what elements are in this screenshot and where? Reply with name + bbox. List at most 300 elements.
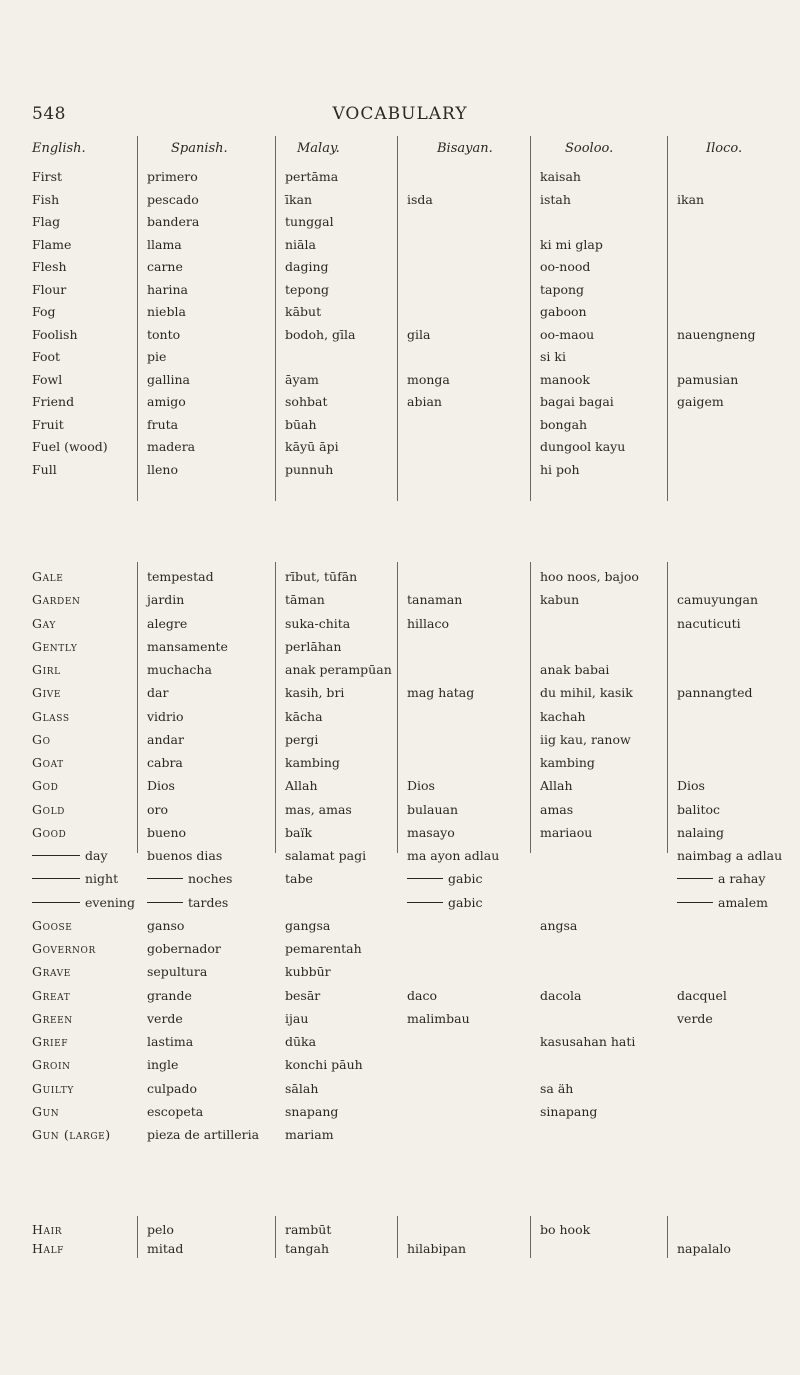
cell-iloco [677, 845, 782, 867]
cell-malay [285, 369, 319, 391]
cell-sooloo [540, 659, 609, 681]
cell-malay [285, 436, 339, 458]
cell-spanish [147, 775, 175, 797]
malay-text: pergi [285, 731, 319, 747]
cell-english [32, 414, 64, 436]
malay-text: rībut, tūfān [285, 569, 358, 584]
cell-spanish [147, 868, 232, 890]
english-text: Groin [32, 1057, 71, 1073]
vocab-row [0, 211, 800, 233]
english-text: night [85, 871, 119, 887]
cell-malay [285, 589, 325, 611]
bisayan-text: mag hatag [407, 685, 475, 701]
spanish-text: pieza de artilleria [147, 1127, 260, 1142]
spanish-text: ganso [147, 917, 185, 933]
cell-english [32, 1008, 73, 1030]
cell-spanish [147, 391, 186, 413]
malay-text: pertāma [285, 169, 339, 184]
cell-malay [285, 234, 316, 256]
vocab-row [0, 799, 800, 821]
cell-spanish [147, 706, 184, 728]
iloco-text: a rahay [718, 871, 766, 887]
cell-english [32, 189, 59, 211]
cell-spanish [147, 985, 192, 1007]
cell-sooloo [540, 346, 566, 368]
cell-english [32, 324, 78, 346]
cell-english [32, 706, 70, 728]
cell-malay [285, 985, 320, 1007]
cell-english [32, 613, 56, 635]
spanish-text: tempestad [147, 569, 214, 584]
vocab-row [0, 566, 800, 588]
malay-text: tunggal [285, 214, 334, 229]
bisayan-text: masayo [407, 824, 455, 840]
malay-text: salamat pagi [285, 848, 367, 863]
spanish-text: lastima [147, 1034, 194, 1049]
cell-english [32, 845, 108, 867]
cell-iloco [677, 892, 768, 914]
cell-sooloo [540, 566, 639, 588]
english-text: Fog [32, 304, 56, 319]
spanish-text: gallina [147, 371, 190, 387]
english-text: God [32, 778, 59, 794]
cell-spanish [147, 1031, 193, 1053]
english-text: Flame [32, 236, 72, 252]
cell-english [32, 775, 58, 797]
sooloo-text: kachah [540, 708, 586, 724]
cell-spanish [147, 822, 186, 844]
cell-spanish [147, 1101, 203, 1123]
english-text: Foolish [32, 326, 78, 342]
vocab-row [0, 1238, 800, 1260]
cell-english [32, 436, 108, 458]
iloco-text: Dios [677, 778, 705, 794]
cell-sooloo [540, 799, 573, 821]
cell-malay [285, 915, 330, 937]
sooloo-text: manook [540, 371, 590, 387]
vocab-row [0, 938, 800, 960]
vocab-row [0, 961, 800, 983]
cell-spanish [147, 234, 182, 256]
cell-sooloo [540, 706, 586, 728]
sooloo-text: mariaou [540, 824, 593, 840]
column-header-malay: Malay. [297, 141, 340, 156]
ditto-dash [407, 878, 443, 879]
spanish-text: sepultura [147, 964, 208, 980]
vocab-row [0, 301, 800, 323]
vocab-row [0, 1008, 800, 1030]
cell-malay [285, 1124, 334, 1146]
page-title: VOCABULARY [332, 104, 468, 124]
iloco-text: balitoc [677, 801, 720, 817]
spanish-text: tardes [188, 894, 229, 910]
cell-english [32, 1078, 74, 1100]
cell-english [32, 915, 72, 937]
vocab-row [0, 279, 800, 301]
vocab-row [0, 845, 800, 867]
sooloo-text: oo-nood [540, 259, 591, 274]
vocab-row [0, 775, 800, 797]
english-text: Fruit [32, 416, 64, 432]
iloco-text: nauengneng [677, 326, 756, 342]
cell-spanish [147, 301, 186, 323]
cell-malay [285, 301, 321, 323]
spanish-text: pie [147, 349, 167, 364]
sooloo-text: kasusahan hati [540, 1034, 636, 1049]
sooloo-text: dacola [540, 987, 582, 1003]
cell-sooloo [540, 1031, 635, 1053]
malay-text: mariam [285, 1127, 334, 1142]
malay-text: kasih, bri [285, 685, 345, 701]
cell-sooloo [540, 301, 587, 323]
cell-english [32, 985, 70, 1007]
english-text: Half [32, 1241, 65, 1256]
sooloo-text: istah [540, 191, 571, 207]
iloco-text: verde [677, 1010, 713, 1026]
page-number: 548 [32, 104, 66, 124]
cell-sooloo [540, 775, 573, 797]
spanish-text: amigo [147, 394, 186, 409]
english-text: Grave [32, 964, 71, 980]
cell-iloco [677, 985, 727, 1007]
cell-sooloo [540, 729, 631, 751]
sooloo-text: bo hook [540, 1222, 591, 1237]
cell-english [32, 256, 67, 278]
malay-text: Allah [285, 778, 318, 794]
cell-bisayan [407, 391, 442, 413]
bisayan-text: malimbau [407, 1010, 470, 1026]
iloco-text: napalalo [677, 1241, 731, 1256]
malay-text: kābut [285, 304, 322, 319]
english-text: Gay [32, 615, 56, 631]
cell-iloco [677, 1008, 713, 1030]
cell-spanish [147, 938, 221, 960]
sooloo-text: Allah [540, 778, 573, 794]
cell-bisayan [407, 324, 430, 346]
cell-spanish [147, 566, 214, 588]
vocab-row [0, 1078, 800, 1100]
english-text: Great [32, 987, 71, 1003]
spanish-text: Dios [147, 778, 175, 794]
sooloo-text: angsa [540, 917, 578, 933]
vocab-row [0, 1101, 800, 1123]
malay-text: anak perampūan [285, 662, 392, 677]
vocab-row [0, 985, 800, 1007]
cell-bisayan [407, 799, 458, 821]
bisayan-text: gila [407, 326, 431, 342]
column-header-iloco: Iloco. [706, 141, 743, 156]
spanish-text: cabra [147, 755, 183, 770]
cell-malay [285, 706, 323, 728]
english-text: Gun [32, 1103, 60, 1119]
sooloo-text: hoo noos, bajoo [540, 569, 639, 584]
cell-spanish [147, 636, 228, 658]
spanish-text: vidrio [147, 708, 184, 724]
cell-malay [285, 822, 312, 844]
bisayan-text: gabic [448, 894, 483, 910]
cell-malay [285, 459, 333, 481]
cell-spanish [147, 613, 187, 635]
bisayan-text: Dios [407, 778, 435, 794]
cell-spanish [147, 324, 180, 346]
cell-bisayan [407, 1008, 470, 1030]
malay-text: tangah [285, 1241, 330, 1256]
cell-sooloo [540, 682, 633, 704]
cell-sooloo [540, 459, 580, 481]
cell-spanish [147, 682, 168, 704]
vocab-row [0, 436, 800, 458]
vocab-row [0, 1031, 800, 1053]
sooloo-text: si ki [540, 349, 566, 364]
cell-malay [285, 1054, 363, 1076]
spanish-text: grande [147, 987, 192, 1003]
cell-iloco [677, 868, 765, 890]
vocab-row [0, 459, 800, 481]
vocab-row [0, 706, 800, 728]
cell-iloco [677, 369, 738, 391]
malay-text: kāyū āpi [285, 439, 339, 454]
cell-english [32, 868, 118, 890]
bisayan-text: isda [407, 191, 433, 207]
spanish-text: gobernador [147, 941, 221, 956]
cell-bisayan [407, 682, 474, 704]
cell-iloco [677, 589, 758, 611]
iloco-text: camuyungan [677, 592, 759, 608]
column-header-spanish: Spanish. [171, 141, 228, 156]
malay-text: tepong [285, 281, 330, 297]
cell-english [32, 1054, 71, 1076]
malay-text: kambing [285, 755, 340, 770]
spanish-text: andar [147, 731, 184, 747]
cell-english [32, 166, 62, 188]
cell-sooloo [540, 324, 594, 346]
english-text: Fowl [32, 371, 63, 387]
malay-text: būah [285, 416, 317, 432]
english-text: day [85, 848, 108, 863]
spanish-text: culpado [147, 1080, 198, 1096]
malay-text: kācha [285, 708, 323, 724]
english-text: Goose [32, 917, 73, 933]
vocab-row [0, 189, 800, 211]
vocab-row [0, 752, 800, 774]
english-text: Gently [32, 638, 78, 654]
sooloo-text: tapong [540, 281, 585, 297]
english-text: Go [32, 731, 51, 747]
spanish-text: pelo [147, 1222, 174, 1237]
spanish-text: noches [188, 871, 233, 887]
cell-iloco [677, 324, 756, 346]
sooloo-text: bongah [540, 416, 588, 432]
cell-sooloo [540, 752, 595, 774]
spanish-text: llama [147, 236, 182, 252]
iloco-text: amalem [718, 894, 769, 910]
iloco-text: pannangted [677, 685, 753, 701]
bisayan-text: ma ayon adlau [407, 848, 500, 863]
malay-text: snapang [285, 1103, 339, 1119]
cell-bisayan [407, 189, 433, 211]
cell-malay [285, 961, 331, 983]
cell-english [32, 682, 61, 704]
vocab-row [0, 589, 800, 611]
spanish-text: mitad [147, 1241, 184, 1256]
cell-spanish [147, 589, 184, 611]
cell-iloco [677, 822, 724, 844]
english-text: Gold [32, 801, 65, 817]
english-text: Good [32, 824, 67, 840]
cell-english [32, 961, 71, 983]
cell-english [32, 752, 64, 774]
sooloo-text: bagai bagai [540, 394, 614, 409]
english-text: Foot [32, 349, 61, 364]
cell-malay [285, 1078, 318, 1100]
english-text: Gale [32, 569, 64, 584]
english-text: evening [85, 894, 135, 910]
malay-text: dūka [285, 1034, 317, 1049]
sooloo-text: kabun [540, 592, 580, 608]
spanish-text: fruta [147, 416, 179, 432]
sooloo-text: kaisah [540, 169, 581, 184]
cell-bisayan [407, 1238, 466, 1260]
cell-bisayan [407, 369, 450, 391]
ditto-dash [147, 902, 183, 903]
bisayan-text: tanaman [407, 592, 463, 608]
english-text: Goat [32, 755, 64, 770]
cell-sooloo [540, 589, 579, 611]
vocab-row [0, 729, 800, 751]
cell-malay [285, 279, 329, 301]
cell-sooloo [540, 985, 581, 1007]
vocab-row [0, 1054, 800, 1076]
cell-spanish [147, 1238, 183, 1260]
english-text: Friend [32, 394, 75, 409]
malay-text: kubbūr [285, 964, 331, 980]
cell-iloco [677, 682, 752, 704]
column-header-bisayan: Bisayan. [437, 141, 493, 156]
cell-iloco [677, 1238, 731, 1260]
cell-spanish [147, 892, 228, 914]
sooloo-text: dungool kayu [540, 439, 626, 454]
vocab-row [0, 369, 800, 391]
spanish-text: jardin [147, 592, 185, 608]
english-text: Give [32, 685, 62, 701]
cell-sooloo [540, 391, 614, 413]
malay-text: sohbat [285, 394, 328, 409]
cell-malay [285, 566, 357, 588]
cell-english [32, 279, 66, 301]
cell-sooloo [540, 234, 603, 256]
vocab-row [0, 256, 800, 278]
iloco-text: nalaing [677, 824, 725, 840]
cell-bisayan [407, 775, 435, 797]
vocab-row [0, 234, 800, 256]
vocab-row [0, 659, 800, 681]
ditto-dash [677, 902, 713, 903]
sooloo-text: kambing [540, 755, 595, 770]
spanish-text: bueno [147, 824, 187, 840]
spanish-text: harina [147, 281, 188, 297]
cell-spanish [147, 845, 222, 867]
cell-iloco [677, 799, 720, 821]
cell-malay [285, 636, 341, 658]
cell-english [32, 301, 56, 323]
cell-sooloo [540, 436, 625, 458]
cell-iloco [677, 189, 704, 211]
iloco-text: nacuticuti [677, 615, 741, 631]
cell-malay [285, 211, 334, 233]
cell-spanish [147, 414, 178, 436]
cell-sooloo [540, 1101, 597, 1123]
cell-spanish [147, 1008, 183, 1030]
vocab-row [0, 613, 800, 635]
english-text: Hair [32, 1222, 63, 1237]
cell-spanish [147, 752, 183, 774]
english-text: First [32, 169, 63, 184]
sooloo-text: du mihil, kasik [540, 685, 633, 701]
ditto-dash [32, 902, 80, 903]
malay-text: suka-chita [285, 615, 351, 631]
english-text: Gun (large) [32, 1127, 111, 1142]
cell-spanish [147, 369, 190, 391]
cell-sooloo [540, 1078, 573, 1100]
cell-malay [285, 845, 366, 867]
cell-spanish [147, 659, 212, 681]
cell-sooloo [540, 189, 571, 211]
column-header-sooloo: Sooloo. [565, 141, 614, 156]
english-text: Fish [32, 191, 60, 207]
cell-malay [285, 938, 362, 960]
english-text: Flour [32, 281, 67, 297]
malay-text: konchi pāuh [285, 1057, 363, 1073]
cell-malay [285, 414, 317, 436]
cell-spanish [147, 256, 183, 278]
bisayan-text: hilabipan [407, 1241, 467, 1256]
cell-malay [285, 752, 340, 774]
cell-malay [285, 1008, 308, 1030]
cell-malay [285, 659, 392, 681]
cell-english [32, 459, 57, 481]
vocab-row [0, 682, 800, 704]
bisayan-text: gabic [448, 871, 483, 887]
sooloo-text: amas [540, 801, 574, 817]
cell-malay [285, 799, 352, 821]
spanish-text: carne [147, 259, 183, 274]
spanish-text: bandera [147, 214, 200, 229]
vocab-row [0, 892, 800, 914]
sooloo-text: oo-maou [540, 326, 595, 342]
vocab-row [0, 822, 800, 844]
cell-bisayan [407, 868, 482, 890]
cell-english [32, 636, 77, 658]
bisayan-text: bulauan [407, 801, 459, 817]
ditto-dash [407, 902, 443, 903]
cell-malay [285, 682, 344, 704]
cell-english [32, 211, 60, 233]
cell-bisayan [407, 985, 437, 1007]
ditto-dash [147, 878, 183, 879]
spanish-text: niebla [147, 304, 186, 319]
sooloo-text: ki mi glap [540, 236, 603, 252]
malay-text: pemarentah [285, 941, 362, 956]
cell-english [32, 234, 71, 256]
cell-spanish [147, 799, 168, 821]
malay-text: sālah [285, 1080, 319, 1096]
english-text: Green [32, 1010, 73, 1026]
cell-spanish [147, 189, 199, 211]
cell-bisayan [407, 892, 482, 914]
malay-text: perlāhan [285, 638, 342, 654]
cell-malay [285, 1031, 316, 1053]
sooloo-text: gaboon [540, 304, 587, 319]
